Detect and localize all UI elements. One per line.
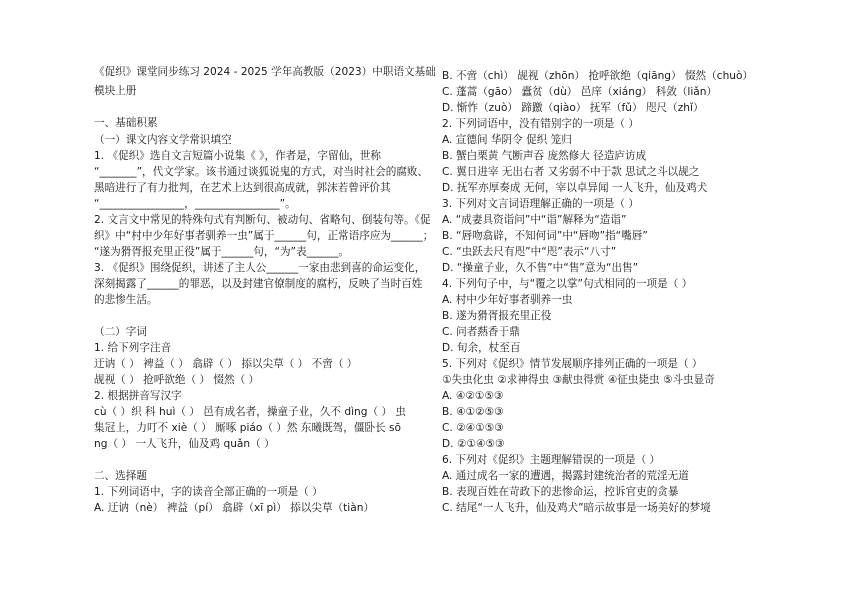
left-text-line: 觇视（ ） 抢呼欲绝（ ） 惙然（ ） bbox=[94, 374, 260, 386]
right-text-line: B. 蟹白栗黄 气断声吞 庞然修大 径造庐访成 bbox=[442, 150, 647, 162]
left-text-line: 深刻揭露了______的罪恶，以及封建官僚制度的腐朽，反映了当时百姓 bbox=[94, 278, 423, 290]
left-text-line: ng（ ） 一人飞升，仙及鸡 quǎn（ ） bbox=[94, 438, 275, 450]
left-text-line: 2. 文言文中常见的特殊句式有判断句、被动句、省略句、倒装句等。《促 bbox=[94, 214, 431, 226]
left-text-line: A. 迂讷（nè） 裨益（pí） 翕辟（xī pì） 掭以尖草（tiàn） bbox=[94, 502, 375, 514]
right-text-line: A. 宣德间 华阴令 促织 笼归 bbox=[442, 134, 572, 146]
left-text-line: 1. 《促织》选自文言短篇小说集《 》，作者是，字留仙，世称 bbox=[94, 150, 381, 162]
right-text-line: D. 抚军亦厚奏成 无何，宰以卓异闻 一人飞升，仙及鸡犬 bbox=[442, 182, 708, 194]
right-text-line: 3. 下列对文言词语理解正确的一项是（ ） bbox=[442, 198, 639, 210]
left-text-line: 集冠上，力叮不 xiè（ ） 厮啄 piáo（ ）然 东曦既驾，僵卧长 sō bbox=[94, 422, 402, 434]
right-text-line: C. ②④①⑤③ bbox=[442, 422, 504, 434]
right-text-line: B. 遂为猾胥报充里正役 bbox=[442, 310, 552, 322]
left-text-line: 3. 《促织》围绕促织，讲述了主人公______一家由悲到喜的命运变化， bbox=[94, 262, 426, 274]
left-text-line: 的悲惨生活。 bbox=[94, 294, 158, 306]
right-text-line: C. 翼日进宰 无出右者 又劣弱不中于款 思试之斗以觇之 bbox=[442, 166, 700, 178]
right-text-line: A. 通过成名一家的遭遇，揭露封建统治者的荒淫无道 bbox=[442, 470, 689, 482]
left-text-line: 一、基础积累 bbox=[94, 117, 158, 129]
left-text-line: 1. 给下列字注音 bbox=[94, 342, 172, 354]
right-text-line: C. 结尾“一人飞升，仙及鸡犬”暗示故事是一场美好的梦境 bbox=[442, 502, 711, 514]
right-text-line: B. ④①②⑤③ bbox=[442, 406, 504, 418]
right-text-line: B. 不啻（chì） 觇视（zhōn） 抢呼欲绝（qiāng） 惙然（chuò） bbox=[442, 70, 754, 82]
right-text-line: 6. 下列对《促织》主题理解错误的一项是（ ） bbox=[442, 454, 661, 466]
left-text-line: 2. 根据拼音写汉字 bbox=[94, 390, 182, 402]
right-text-line: 4. 下列句子中，与“覆之以掌”句式相同的一项是（ ） bbox=[442, 278, 693, 290]
right-text-line: D. 惭怍（zuò） 蹄躈（qiào） 抚军（fǔ） 咫尺（zhǐ） bbox=[442, 102, 704, 114]
right-text-line: 2. 下列词语中，没有错别字的一项是（ ） bbox=[442, 118, 639, 130]
left-text-line: “________________，________________”。 bbox=[94, 198, 296, 210]
left-text-line: cù（ ）织 科 huì（ ） 邑有成名者，操童子业，久不 dìng（ ） 虫 bbox=[94, 406, 407, 418]
left-text-line: 模块上册 bbox=[94, 85, 137, 97]
right-text-line: C. 蓬蒿（gāo） 蠹贫（dù） 邑庠（xiáng） 科敛（liǎn） bbox=[442, 86, 718, 98]
right-text-line: C. “虫跃去尺有咫”中“咫”表示“八寸” bbox=[442, 246, 617, 258]
right-text-line: A. ④②①⑤③ bbox=[442, 390, 504, 402]
right-text-line: ①失虫化虫 ②求神得虫 ③献虫得赏 ④征虫毙虫 ⑤斗虫显奇 bbox=[442, 374, 715, 386]
left-text-line: 二、选择题 bbox=[94, 470, 147, 482]
left-text-line: 1. 下列词语中，字的读音全部正确的一项是（ ） bbox=[94, 486, 323, 498]
right-text-line: D. ②①④⑤③ bbox=[442, 438, 505, 450]
right-text-line: D. “操童子业，久不售”中“售”意为“出售” bbox=[442, 262, 639, 274]
left-text-line: “遂为猾胥报充里正役”属于______句，“为”表______。 bbox=[94, 246, 350, 258]
left-text-line: （一）课文内容文学常识填空 bbox=[94, 134, 232, 146]
left-text-line: 迂讷（ ） 裨益（ ） 翕辟（ ） 掭以尖草（ ） 不啻（ ） bbox=[94, 358, 358, 370]
left-text-line: （二）字词 bbox=[94, 326, 147, 338]
left-text-line: 织》中“村中少年好事者驯养一虫”属于______句，正常语序应为______； bbox=[94, 230, 434, 242]
right-text-line: A. “成妻具资诣问”中“诣”解释为“造诣” bbox=[442, 214, 627, 226]
left-text-line: 黑暗进行了有力批判，在艺术上达到很高成就，郭沫若曾评价其 bbox=[94, 182, 391, 194]
right-text-line: C. 问者爇香于鼎 bbox=[442, 326, 520, 338]
left-text-line: 《促织》课堂同步练习 2024 - 2025 学年高教版（2023）中职语文基础 bbox=[94, 66, 436, 78]
right-text-line: 5. 下列对《促织》情节发展顺序排列正确的一项是（ ） bbox=[442, 358, 703, 370]
right-text-line: B. 表现百姓在苛政下的悲惨命运，控诉官吏的贪暴 bbox=[442, 486, 679, 498]
right-text-line: B. “唇吻翕辟，不知何词”中“唇吻”指“嘴唇” bbox=[442, 230, 648, 242]
right-text-line: D. 旬余，杖至百 bbox=[442, 342, 521, 354]
left-text-line: “_______”，代文学家。该书通过谈狐说鬼的方式，对当时社会的腐败、 bbox=[94, 166, 429, 178]
right-text-line: A. 村中少年好事者驯养一虫 bbox=[442, 294, 573, 306]
